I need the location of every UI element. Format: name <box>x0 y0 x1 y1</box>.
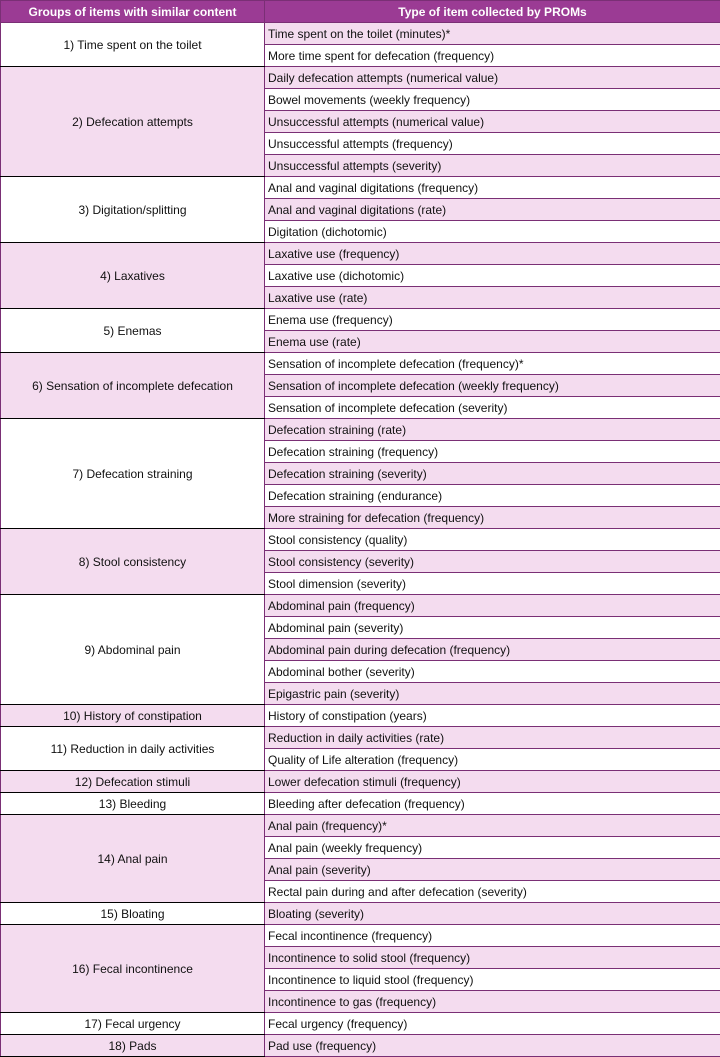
item-type-cell: Anal pain (weekly frequency) <box>265 837 720 859</box>
item-type-cell: Sensation of incomplete defecation (severity) <box>265 397 720 419</box>
item-type-cell: More time spent for defecation (frequency) <box>265 45 720 67</box>
item-type-cell: Fecal urgency (frequency) <box>265 1013 720 1035</box>
item-type-cell: Unsuccessful attempts (frequency) <box>265 133 720 155</box>
table-row <box>1 727 720 749</box>
item-type-cell: Stool dimension (severity) <box>265 573 720 595</box>
item-type-cell: Enema use (frequency) <box>265 309 720 331</box>
table-row <box>1 243 720 265</box>
table-row <box>1 705 720 727</box>
item-type-cell: Stool consistency (quality) <box>265 529 720 551</box>
item-type-cell: Defecation straining (endurance) <box>265 485 720 507</box>
item-type-cell: Defecation straining (rate) <box>265 419 720 441</box>
item-type-cell: Enema use (rate) <box>265 331 720 353</box>
item-type-cell: Bloating (severity) <box>265 903 720 925</box>
header-groups: Groups of items with similar content <box>1 1 265 23</box>
item-type-cell: Anal and vaginal digitations (frequency) <box>265 177 720 199</box>
table-row <box>1 925 720 947</box>
table-row <box>1 67 720 89</box>
item-type-cell: Quality of Life alteration (frequency) <box>265 749 720 771</box>
table-body <box>1 23 720 1057</box>
item-type-cell: Bleeding after defecation (frequency) <box>265 793 720 815</box>
header-item-type: Type of item collected by PROMs <box>265 1 720 23</box>
item-type-cell: Abdominal pain (severity) <box>265 617 720 639</box>
table-row <box>1 529 720 551</box>
item-type-cell: Daily defecation attempts (numerical value) <box>265 67 720 89</box>
table-row <box>1 1013 720 1035</box>
table-row <box>1 353 720 375</box>
item-type-cell: Incontinence to liquid stool (frequency) <box>265 969 720 991</box>
item-type-cell: Abdominal bother (severity) <box>265 661 720 683</box>
item-type-cell: Rectal pain during and after defecation (severity) <box>265 881 720 903</box>
table-row <box>1 177 720 199</box>
item-type-cell: Sensation of incomplete defecation (weekly frequency) <box>265 375 720 397</box>
table-row <box>1 793 720 815</box>
item-type-cell: Sensation of incomplete defecation (frequency)* <box>265 353 720 375</box>
group-name-cell: 14) Anal pain <box>1 815 265 903</box>
item-type-cell: Laxative use (dichotomic) <box>265 265 720 287</box>
table-row <box>1 595 720 617</box>
group-name-cell: 18) Pads <box>1 1035 265 1057</box>
item-type-cell: More straining for defecation (frequency) <box>265 507 720 529</box>
table-row <box>1 903 720 925</box>
item-type-cell: Bowel movements (weekly frequency) <box>265 89 720 111</box>
item-type-cell: Anal pain (severity) <box>265 859 720 881</box>
table-row <box>1 23 720 45</box>
item-type-cell: Defecation straining (frequency) <box>265 441 720 463</box>
group-name-cell: 10) History of constipation <box>1 705 265 727</box>
group-name-cell: 17) Fecal urgency <box>1 1013 265 1035</box>
group-name-cell: 16) Fecal incontinence <box>1 925 265 1013</box>
table-row <box>1 1035 720 1057</box>
table-row <box>1 815 720 837</box>
item-type-cell: Abdominal pain during defecation (frequency) <box>265 639 720 661</box>
item-type-cell: Anal and vaginal digitations (rate) <box>265 199 720 221</box>
table-row <box>1 419 720 441</box>
group-name-cell: 12) Defecation stimuli <box>1 771 265 793</box>
group-name-cell: 11) Reduction in daily activities <box>1 727 265 771</box>
group-name-cell: 6) Sensation of incomplete defecation <box>1 353 265 419</box>
item-type-cell: Time spent on the toilet (minutes)* <box>265 23 720 45</box>
item-type-cell: History of constipation (years) <box>265 705 720 727</box>
item-type-cell: Digitation (dichotomic) <box>265 221 720 243</box>
item-type-cell: Fecal incontinence (frequency) <box>265 925 720 947</box>
item-type-cell: Abdominal pain (frequency) <box>265 595 720 617</box>
item-type-cell: Unsuccessful attempts (numerical value) <box>265 111 720 133</box>
group-name-cell: 3) Digitation/splitting <box>1 177 265 243</box>
table-row <box>1 771 720 793</box>
item-type-cell: Unsuccessful attempts (severity) <box>265 155 720 177</box>
item-type-cell: Anal pain (frequency)* <box>265 815 720 837</box>
group-name-cell: 5) Enemas <box>1 309 265 353</box>
group-name-cell: 4) Laxatives <box>1 243 265 309</box>
header-row <box>1 1 720 23</box>
item-type-cell: Laxative use (frequency) <box>265 243 720 265</box>
item-type-cell: Laxative use (rate) <box>265 287 720 309</box>
group-name-cell: 8) Stool consistency <box>1 529 265 595</box>
group-name-cell: 1) Time spent on the toilet <box>1 23 265 67</box>
group-name-cell: 9) Abdominal pain <box>1 595 265 705</box>
item-type-cell: Defecation straining (severity) <box>265 463 720 485</box>
item-type-cell: Lower defecation stimuli (frequency) <box>265 771 720 793</box>
item-type-cell: Epigastric pain (severity) <box>265 683 720 705</box>
group-name-cell: 2) Defecation attempts <box>1 67 265 177</box>
item-type-cell: Incontinence to gas (frequency) <box>265 991 720 1013</box>
item-type-cell: Incontinence to solid stool (frequency) <box>265 947 720 969</box>
item-type-cell: Pad use (frequency) <box>265 1035 720 1057</box>
group-name-cell: 7) Defecation straining <box>1 419 265 529</box>
group-name-cell: 13) Bleeding <box>1 793 265 815</box>
table-row <box>1 309 720 331</box>
item-type-cell: Reduction in daily activities (rate) <box>265 727 720 749</box>
item-type-cell: Stool consistency (severity) <box>265 551 720 573</box>
group-name-cell: 15) Bloating <box>1 903 265 925</box>
